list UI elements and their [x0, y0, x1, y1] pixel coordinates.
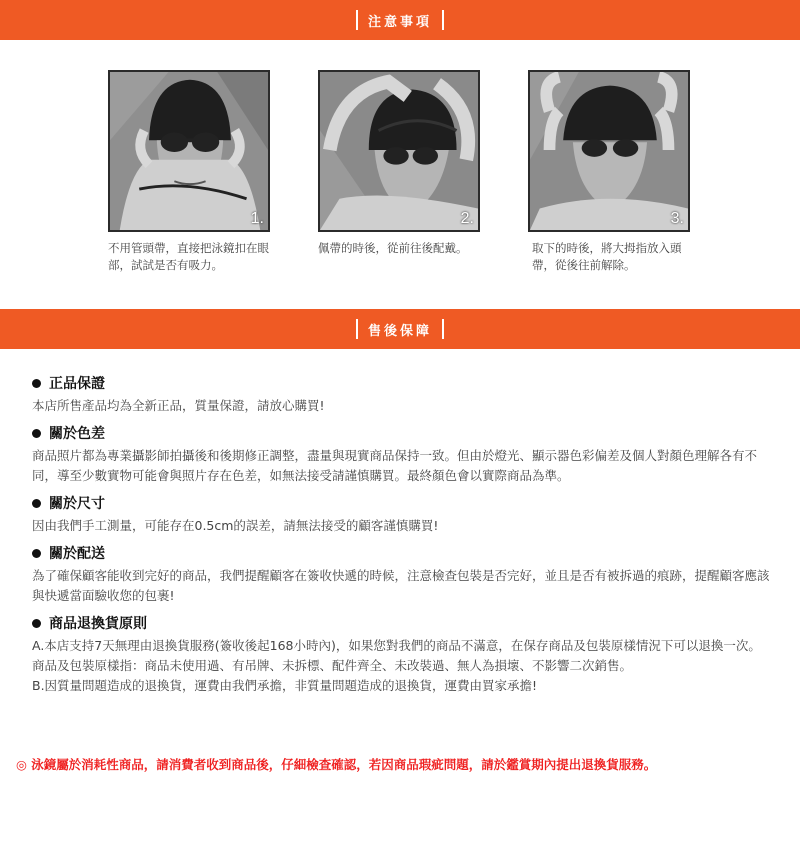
section-body-a: A.本店支持7天無理由退換貨服務(簽收後起168小時內)，如果您對我們的商品不滿意，在保存商品及包裝原樣情況下可以退換一次。商品及包裝原樣指：商品未使用過、有吊牌、未拆標、配件齊全、未改裝過、無人為損壞、不影響二次銷售。 [32, 638, 761, 673]
policy-content [32, 372, 772, 702]
section-heading [32, 372, 772, 394]
bullet-icon [32, 429, 41, 438]
divider [442, 319, 444, 339]
notice-title: 注意事項 [367, 14, 432, 30]
section-body: 為了確保顧客能收到完好的商品，我們提醒顧客在簽收快遞的時候，注意檢查包裝是否完好，並且是否有被拆過的痕跡，提醒顧客應該與快遞當面驗收您的包裹! [32, 568, 770, 603]
notice-banner [0, 0, 800, 40]
swimmer-goggles-illustration [110, 72, 268, 230]
bullet-icon [32, 619, 41, 628]
after-sale-banner [0, 309, 800, 349]
section-title: 正品保證 [49, 376, 105, 392]
step-number: 1. [250, 210, 264, 227]
step-1-caption: 不用管頭帶，直接把泳鏡扣在眼部，試試是否有吸力。 [108, 241, 269, 272]
section-title: 關於尺寸 [49, 496, 105, 512]
swimmer-removing-illustration [530, 72, 688, 230]
section-body: 因由我們手工測量，可能存在0.5cm的誤差，請無法接受的顧客謹慎購買! [32, 518, 439, 533]
section-body: 本店所售產品均為全新正品，質量保證，請放心購買! [32, 398, 325, 413]
step-number: 2. [460, 210, 474, 227]
section-heading [32, 492, 772, 514]
section-heading [32, 612, 772, 634]
section-heading [32, 422, 772, 444]
step-2-photo [318, 70, 480, 232]
step-1-photo [108, 70, 270, 232]
divider [442, 10, 444, 30]
bullet-icon [32, 379, 41, 388]
step-3-photo [528, 70, 690, 232]
bullet-icon [32, 499, 41, 508]
section-title: 關於配送 [49, 546, 105, 562]
bullet-icon [32, 549, 41, 558]
swimmer-wearing-illustration [320, 72, 478, 230]
step-number: 3. [670, 210, 684, 227]
section-heading [32, 542, 772, 564]
section-title: 商品退換貨原則 [49, 616, 147, 632]
step-2-caption: 佩帶的時後，從前往後配戴。 [318, 241, 468, 255]
section-body-b: B.因質量問題造成的退換貨，運費由我們承擔，非質量問題造成的退換貨，運費由買家承擔! [32, 678, 538, 693]
section-title: 關於色差 [49, 426, 105, 442]
consumable-notice: ◎ 泳鏡屬於消耗性商品，請消費者收到商品後，仔細檢查確認，若因商品瑕疵問題，請於鑑賞期內提出退換貨服務。 [16, 757, 657, 772]
after-sale-title: 售後保障 [367, 323, 432, 339]
section-body: 商品照片都為專業攝影師拍攝後和後期修正調整，盡量與現實商品保持一致。但由於燈光、顯示器色彩偏差及個人對顏色理解各有不同，導至少數實物可能會與照片存在色差，如無法接受請謹慎購買。最終顏色會以實際商品為準。 [32, 448, 758, 483]
step-3-caption: 取下的時後，將大拇指放入頭帶，從後往前解除。 [532, 241, 682, 272]
